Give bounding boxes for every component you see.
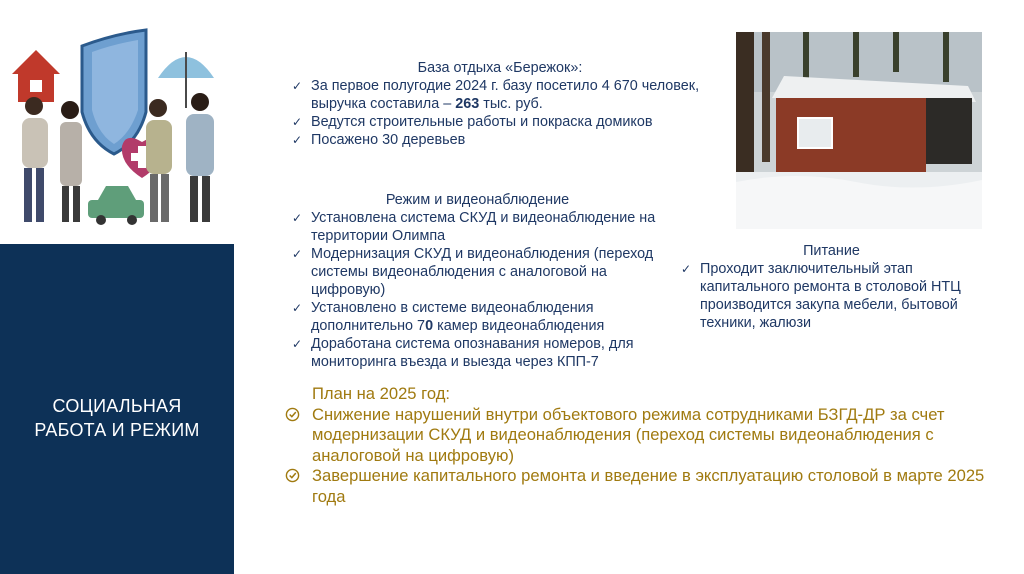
food-block <box>679 242 984 332</box>
berezhok-block <box>290 59 710 149</box>
list-item: ✓ За первое полугодие 2024 г. базу посетило 4 670 человек, выручка составила – 263 тыс. руб. <box>292 78 700 112</box>
list-item: Завершение капитального ремонта и введение в эксплуатацию столовой в марте 2025 года <box>285 466 985 507</box>
check-icon: ✓ <box>292 115 303 129</box>
check-icon: ✓ <box>292 79 303 93</box>
social-care-illustration <box>6 22 228 228</box>
plan-block <box>285 384 985 507</box>
check-icon: ✓ <box>292 211 303 225</box>
list-item: ✓ Модернизация СКУД и видеонаблюдения (переход системы видеонаблюдения с аналоговой на цифровую) <box>292 246 654 298</box>
check-icon: ✓ <box>681 262 692 276</box>
section-title-line2: РАБОТА И РЕЖИМ <box>34 420 200 440</box>
check-icon: ✓ <box>292 337 303 351</box>
check-icon: ✓ <box>292 133 303 147</box>
berezhok-heading: База отдыха «Бережок»: <box>417 60 583 76</box>
list-item: ✓ Посажено 30 деревьев <box>292 132 466 148</box>
check-icon: ✓ <box>292 301 303 315</box>
circle-check-icon <box>285 468 300 483</box>
section-title <box>0 394 234 442</box>
list-item: Снижение нарушений внутри объектового режима сотрудниками БЗГД-ДР за счет модернизации СКУД и видеонаблюдения (переход системы видеонаблюдения с аналоговой на цифровую) <box>285 405 985 467</box>
section-title-line1: СОЦИАЛЬНАЯ <box>52 396 182 416</box>
check-icon: ✓ <box>292 247 303 261</box>
canteen-photo <box>736 32 982 229</box>
plan-title: План на 2025 год: <box>312 384 450 403</box>
list-item: ✓ Установлена система СКУД и видеонаблюдение на территории Олимпа <box>292 210 656 244</box>
list-item: ✓ Доработана система опознавания номеров, для мониторинга въезда и выезда через КПП-7 <box>292 336 634 370</box>
security-block <box>290 191 665 371</box>
list-item: ✓ Проходит заключительный этап капитального ремонта в столовой НТЦ производится закупа мебели, бытовой техники, жалюзи <box>681 261 961 331</box>
list-item: ✓ Ведутся строительные работы и покраска домиков <box>292 114 653 130</box>
circle-check-icon <box>285 407 300 422</box>
list-item: ✓ Установлено в системе видеонаблюдения дополнительно 70 камер видеонаблюдения <box>292 300 605 334</box>
security-heading: Режим и видеонаблюдение <box>385 192 570 208</box>
food-heading: Питание <box>803 243 860 259</box>
